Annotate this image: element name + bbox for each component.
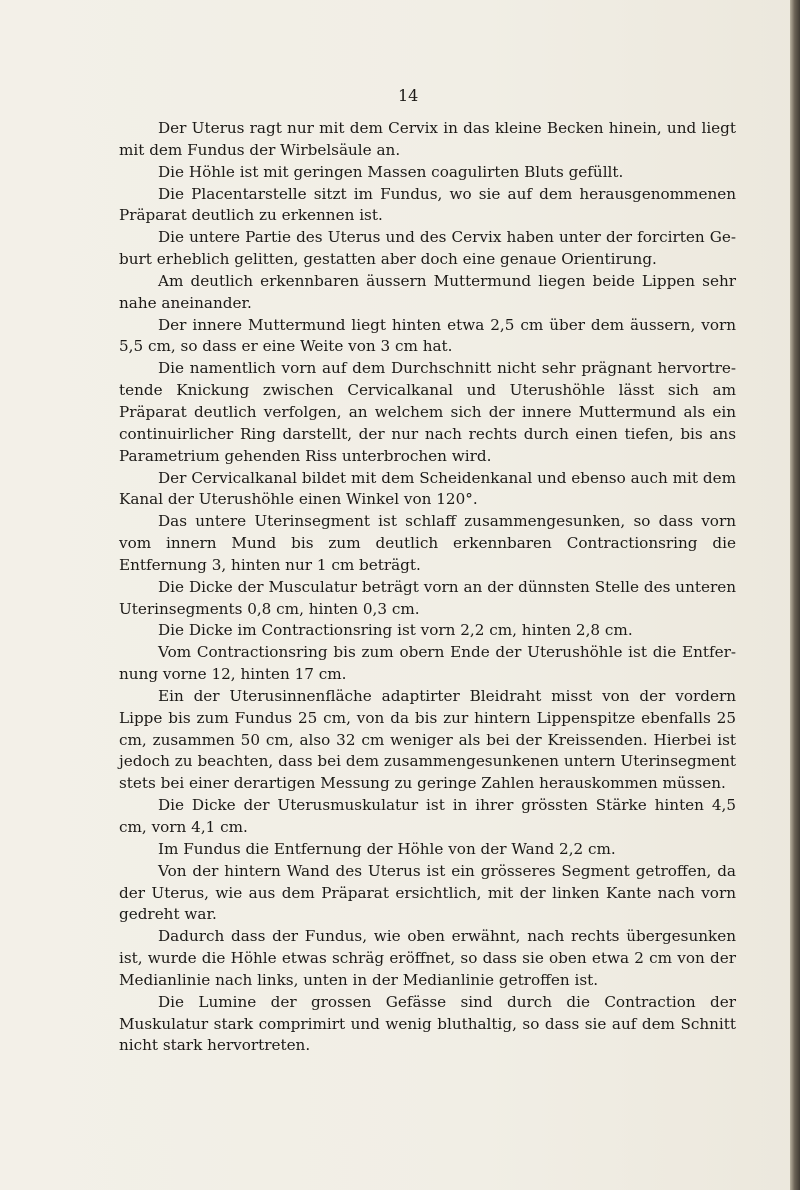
paragraph: Am deutlich erkennbaren äussern Muttermund liegen beide Lippen sehr nahe aneinander.	[119, 271, 736, 312]
paragraph: Von der hintern Wand des Uterus ist ein grösseres Segment getroffen, da der Uterus, wie aus dem Präparat ersichtlich, mit der linken Kante nach vorn gedreht war.	[119, 861, 736, 924]
paragraph: Die Höhle ist mit geringen Massen coagulirten Bluts gefüllt.	[158, 162, 624, 181]
paragraph: Dadurch dass der Fundus, wie oben erwähnt, nach rechts übergesunken ist, wurde die Höhle etwas schräg eröffnet, so dass sie oben etwa 2 cm von der Medianlinie nach links, unten in der Medianlinie getroffen ist.	[119, 927, 736, 989]
paragraph: Die namentlich vorn auf dem Durchschnitt nicht sehr prägnant hervortretende Knickung zwischen Cervicalkanal und Uterushöhle lässt sich am Präparat deutlich verfolgen, an welchem sich der innere Muttermund als ein continuirlicher Ring darstellt, der nur nach rechts durch einen tiefen, bis ans Parametrium gehenden Riss unterbrochen wird.	[119, 359, 736, 465]
paragraph: Das untere Uterinsegment ist schlaff zusammengesunken, so dass vorn vom innern Mund bis zum deutlich erkennbaren Contractionsring die Entfernung 3, hinten nur 1 cm beträgt.	[119, 512, 736, 574]
page-edge-shadow	[790, 0, 800, 1190]
paragraph: Im Fundus die Entfernung der Höhle von der Wand 2,2 cm.	[158, 839, 616, 858]
page-number: 14	[398, 86, 419, 105]
paragraph: Der Cervicalkanal bildet mit dem Scheidenkanal und ebenso auch mit dem Kanal der Uterushöhle einen Winkel von 120°.	[119, 468, 736, 509]
paragraph: Der innere Muttermund liegt hinten etwa 2,5 cm über dem äussern, vorn 5,5 cm, so dass er eine Weite von 3 cm hat.	[119, 315, 736, 356]
paragraph: Vom Contractionsring bis zum obern Ende der Uterushöhle ist die Entfernung vorne 12, hinten 17 cm.	[119, 643, 736, 684]
paragraph: Die Dicke der Musculatur beträgt vorn an der dünnsten Stelle des unteren Uterinsegments 0,8 cm, hinten 0,3 cm.	[119, 577, 736, 618]
paragraph: Die untere Partie des Uterus und des Cervix haben unter der forcirten Geburt erheblich gelitten, gestatten aber doch eine genaue Orientirung.	[119, 228, 736, 269]
paragraph: Der Uterus ragt nur mit dem Cervix in das kleine Becken hinein, und liegt mit dem Fundus der Wirbelsäule an.	[119, 119, 736, 159]
paragraph: Ein der Uterusinnenfläche adaptirter Bleidraht misst von der vordern Lippe bis zum Fundus 25 cm, von da bis zur hintern Lippenspitze ebenfalls 25 cm, zusammen 50 cm, also 32 cm weniger als bei der Kreissenden. Hierbei ist jedoch zu beachten, dass bei dem zusammengesunkenen untern Uterinsegment stets bei einer derartigen Messung zu geringe Zahlen herauskommen müssen.	[119, 686, 736, 793]
body-text	[119, 118, 736, 1057]
paragraph: Die Placentarstelle sitzt im Fundus, wo sie auf dem herausgenommenen Präparat deutlich zu erkennen ist.	[119, 184, 736, 225]
paragraph: Die Dicke im Contractionsring ist vorn 2,2 cm, hinten 2,8 cm.	[158, 621, 633, 640]
paragraph: Die Lumine der grossen Gefässe sind durch die Contraction der Muskulatur stark comprimirt und wenig bluthaltig, so dass sie auf dem Schnitt nicht stark hervortreten.	[119, 992, 736, 1055]
paragraph: Die Dicke der Uterusmuskulatur ist in ihrer grössten Stärke hinten 4,5 cm, vorn 4,1 cm.	[119, 796, 736, 836]
